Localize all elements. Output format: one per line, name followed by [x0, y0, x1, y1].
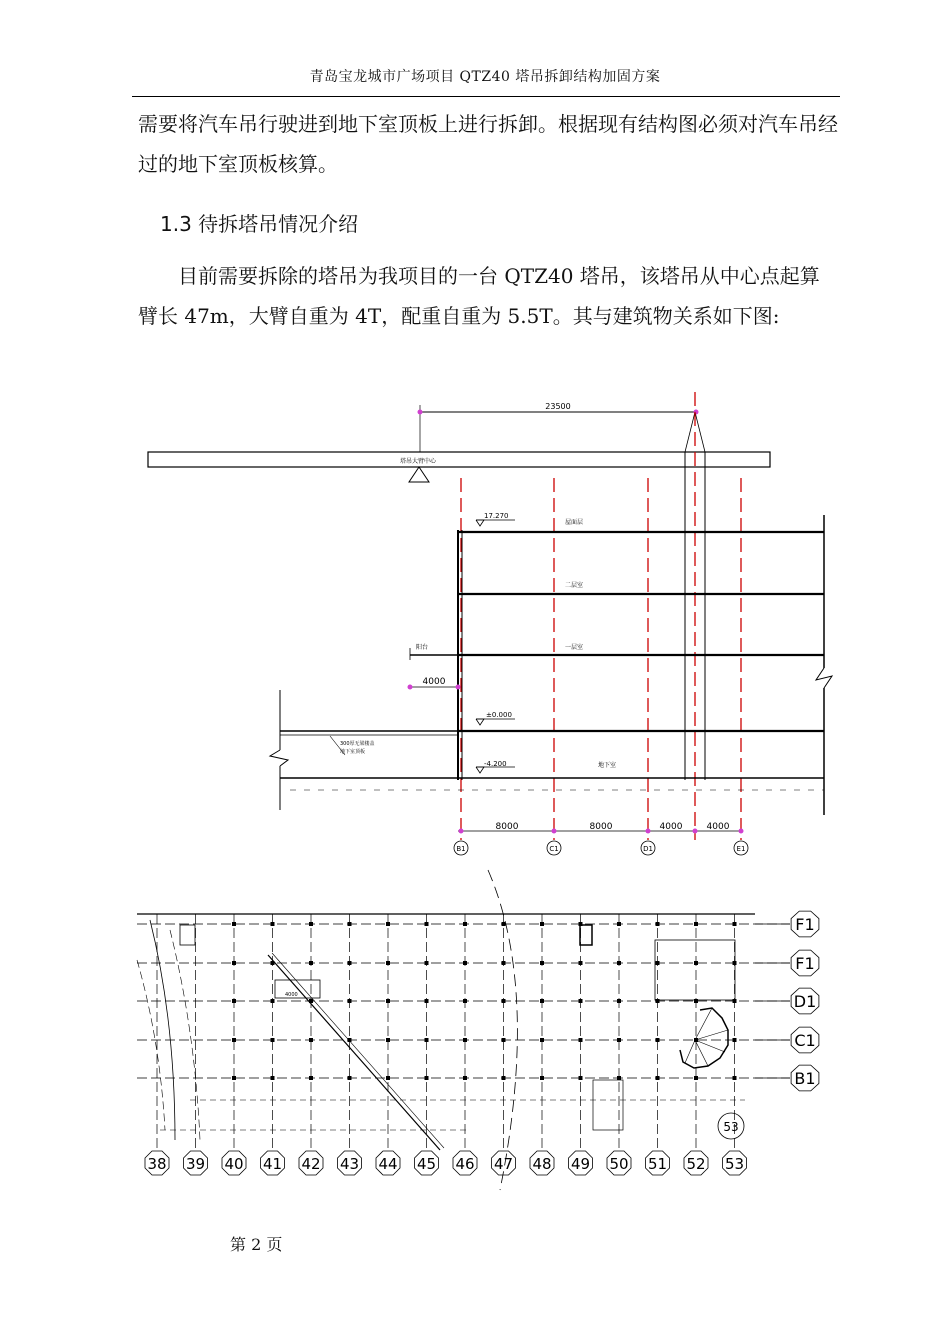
plan-drawing: [137, 870, 790, 1190]
column-dot: [579, 1076, 583, 1080]
basement-label: 地下室: [598, 762, 617, 769]
column-dot: [540, 961, 544, 965]
column-dot: [271, 1076, 275, 1080]
column-dot: [463, 1038, 467, 1042]
column-dot: [502, 1038, 506, 1042]
paragraph-1: 需要将汽车吊行驶进到地下室顶板上进行拆卸。根据现有结构图必须对汽车吊经过的地下室顶板核算。: [138, 112, 838, 176]
bay-dim-3: 4000: [659, 822, 683, 832]
axis-c1: C1: [549, 845, 559, 853]
column-dot: [232, 961, 236, 965]
dim-top-label: 23500: [545, 402, 571, 411]
column-dot: [502, 961, 506, 965]
column-axis-label: 44: [378, 1155, 398, 1173]
slab-note-1: 300厚无梁楼盖: [340, 741, 375, 747]
column-axis-label: 45: [416, 1155, 437, 1173]
column-dot: [232, 999, 236, 1003]
column-dot: [733, 1038, 737, 1042]
column-dot: [463, 1076, 467, 1080]
column-dot: [694, 1038, 698, 1042]
column-dot: [348, 1076, 352, 1080]
paragraph-2: 目前需要拆除的塔吊为我项目的一台 QTZ40 塔吊，该塔吊从中心点起算臂长 47m，大臂自重为 4T，配重自重为 5.5T。其与建筑物关系如下图:: [138, 264, 820, 328]
column-dot: [540, 922, 544, 926]
column-axis-label: 43: [339, 1155, 360, 1173]
column-dot: [425, 999, 429, 1003]
column-dot: [463, 999, 467, 1003]
slab-note-2: 地下室顶板: [340, 749, 366, 755]
floor1-label: 一层室: [565, 644, 584, 651]
column-dot: [425, 922, 429, 926]
column-dot: [309, 1038, 313, 1042]
elev-top-label: 17.270: [484, 512, 509, 520]
column-dot: [656, 922, 660, 926]
column-dot: [733, 999, 737, 1003]
column-dot: [348, 999, 352, 1003]
column-dot: [309, 922, 313, 926]
column-dot: [309, 961, 313, 965]
column-dot: [579, 922, 583, 926]
column-dot: [617, 961, 621, 965]
column-axis-label: 48: [532, 1155, 552, 1173]
column-dot: [540, 1038, 544, 1042]
column-dot: [502, 999, 506, 1003]
column-dot: [540, 1076, 544, 1080]
axis-e1: E1: [736, 845, 746, 853]
column-dot: [617, 1038, 621, 1042]
column-dot: [386, 1038, 390, 1042]
column-dot: [386, 1076, 390, 1080]
column-dot: [656, 999, 660, 1003]
extra-axis-53: 53: [723, 1120, 739, 1134]
page-header: 青岛宝龙城市广场项目 QTZ40 塔吊拆卸结构加固方案: [309, 69, 661, 85]
column-dot: [656, 1038, 660, 1042]
axis-d1: D1: [643, 845, 653, 853]
floor2-label: 二层室: [565, 582, 584, 589]
column-dot: [271, 1038, 275, 1042]
column-axis-label: 51: [647, 1155, 668, 1173]
column-axis-label: 40: [224, 1155, 244, 1173]
bay-dim-2: 8000: [589, 822, 613, 832]
column-dot: [579, 961, 583, 965]
row-axis-label: C1: [794, 1031, 816, 1050]
column-dot: [502, 922, 506, 926]
column-axis-label: 42: [301, 1155, 321, 1173]
column-axis-label: 38: [147, 1155, 167, 1173]
column-dot: [694, 1076, 698, 1080]
column-dot: [617, 922, 621, 926]
page-footer: 第 2 页: [230, 1235, 283, 1254]
column-dot: [386, 922, 390, 926]
column-dot: [579, 1038, 583, 1042]
column-dot: [232, 1076, 236, 1080]
column-dot: [694, 961, 698, 965]
column-dot: [540, 999, 544, 1003]
column-dot: [733, 1076, 737, 1080]
column-dot: [425, 1038, 429, 1042]
bay-dim-1: 8000: [495, 822, 519, 832]
row-axis-label: F1: [795, 954, 815, 973]
column-dot: [463, 961, 467, 965]
column-dot: [348, 922, 352, 926]
column-axis-label: 46: [455, 1155, 475, 1173]
column-dot: [386, 961, 390, 965]
bay-dim-4: 4000: [706, 822, 730, 832]
column-dot: [733, 922, 737, 926]
column-axis-bubbles: [145, 1151, 747, 1175]
section-heading: 1.3 待拆塔吊情况介绍: [160, 212, 359, 236]
column-dot: [463, 922, 467, 926]
section-drawing: [148, 392, 832, 855]
dim-balcony-label: 4000: [422, 677, 446, 687]
column-axis-label: 52: [686, 1155, 706, 1173]
elev-zero-label: ±0.000: [486, 711, 512, 719]
column-dot: [386, 999, 390, 1003]
column-axis-label: 39: [185, 1155, 206, 1173]
column-dot: [271, 961, 275, 965]
column-dot: [309, 1076, 313, 1080]
elev-basement-label: -4.200: [484, 760, 507, 768]
column-dot: [348, 961, 352, 965]
column-axis-label: 50: [609, 1155, 629, 1173]
column-dot: [271, 922, 275, 926]
column-dot: [425, 961, 429, 965]
row-axis-label: D1: [793, 992, 817, 1011]
balcony-label: 阳台: [416, 644, 429, 651]
row-axis-label: B1: [794, 1069, 816, 1088]
column-dot: [232, 922, 236, 926]
column-dot: [617, 999, 621, 1003]
column-axis-label: 53: [724, 1155, 745, 1173]
plan-column-lines: [157, 914, 735, 1148]
roof-label: 屋面层: [565, 519, 584, 526]
column-axis-label: 47: [493, 1155, 514, 1173]
row-axis-label: F1: [795, 915, 815, 934]
column-dot: [656, 961, 660, 965]
column-dot: [733, 961, 737, 965]
column-dot: [656, 1076, 660, 1080]
column-dot: [579, 999, 583, 1003]
plan-small-label: 4000: [285, 992, 298, 998]
column-dot: [232, 1038, 236, 1042]
column-dot: [348, 1038, 352, 1042]
column-axis-label: 41: [262, 1155, 283, 1173]
boom-label: 塔吊大臂中心: [399, 458, 437, 465]
column-axis-label: 49: [570, 1155, 591, 1173]
column-dot: [694, 999, 698, 1003]
column-dot: [617, 1076, 621, 1080]
plan-labels: [145, 911, 819, 1175]
column-dot: [425, 1076, 429, 1080]
column-dot: [694, 922, 698, 926]
column-dot: [271, 999, 275, 1003]
column-dot: [309, 999, 313, 1003]
axis-b1: B1: [456, 845, 466, 853]
row-axis-bubbles: [791, 911, 819, 1091]
column-dot: [502, 1076, 506, 1080]
